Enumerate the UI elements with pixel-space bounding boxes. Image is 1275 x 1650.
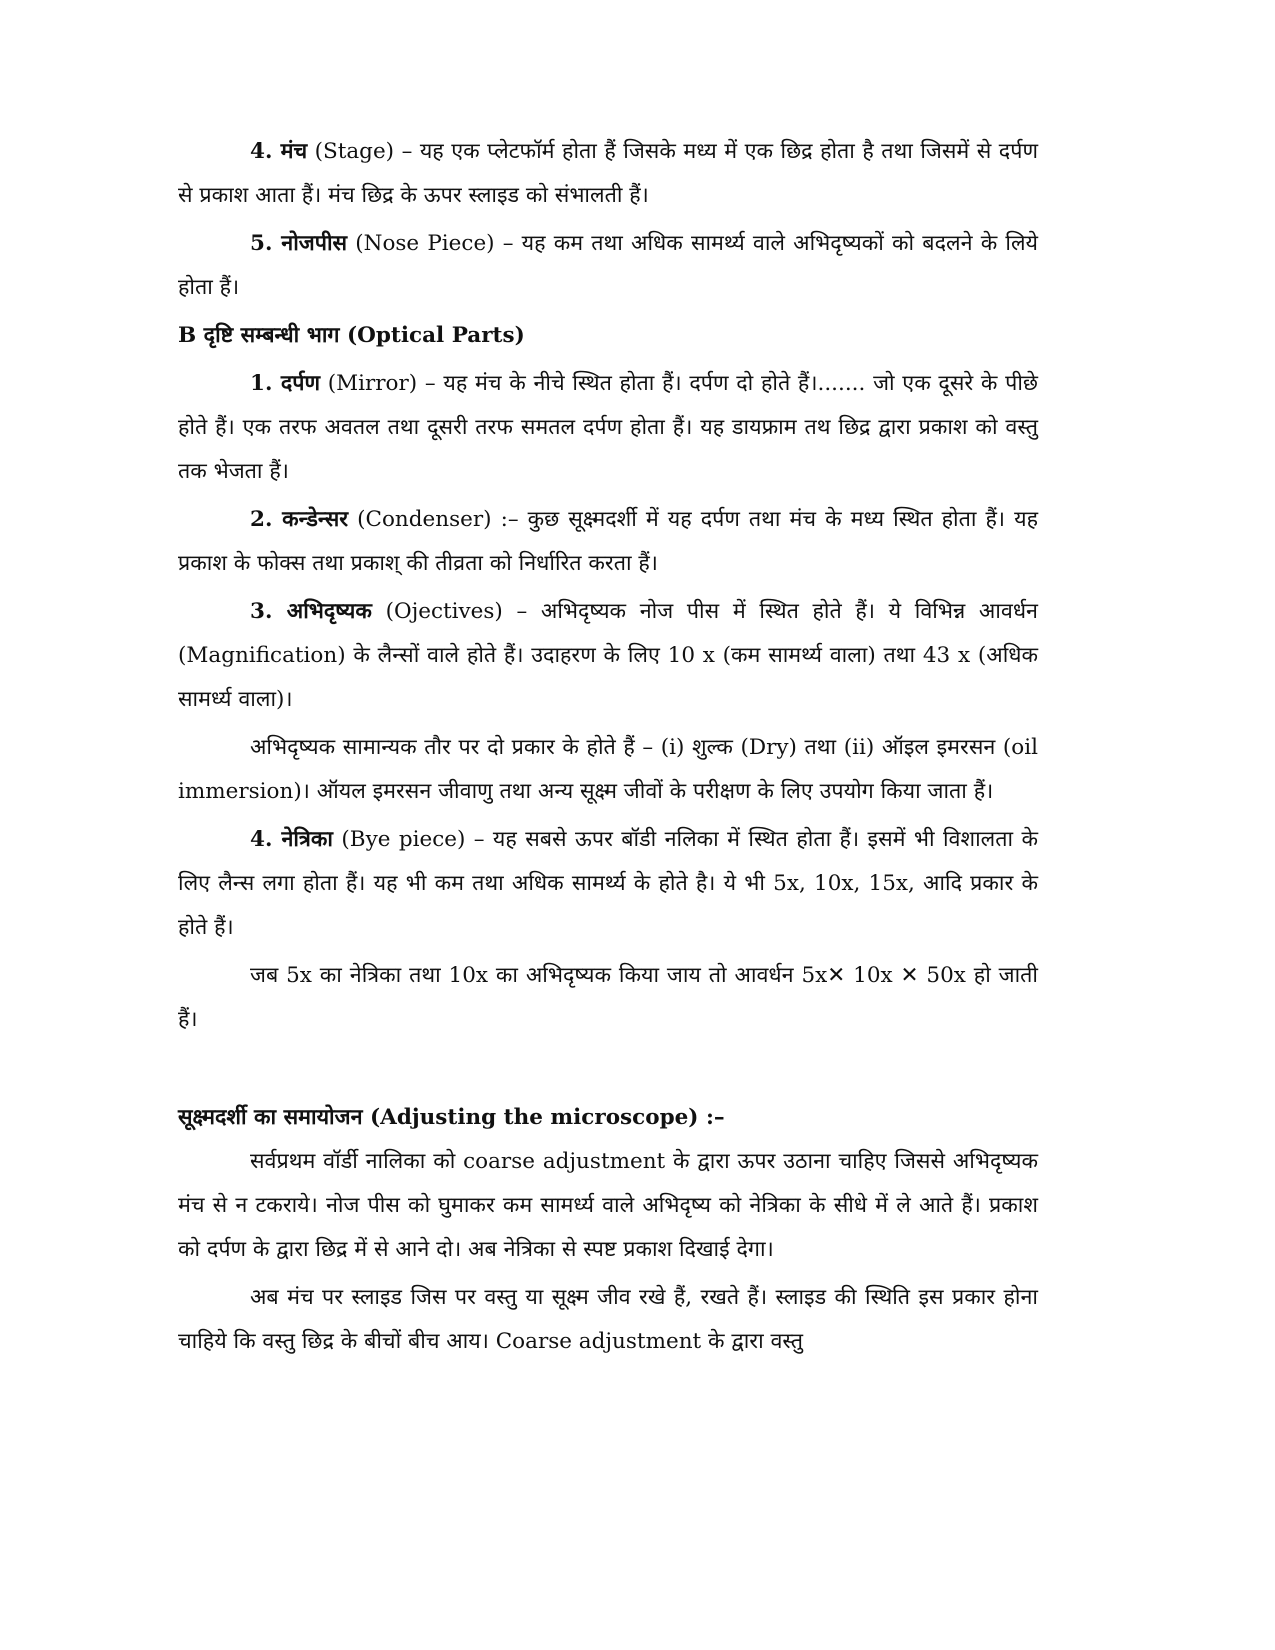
item-text: (Ojectives) – अभिदृष्यक नोज पीस में स्थित होते हैं। ये विभिन्न आवर्धन (Magnification) के लैन्सों वाले होते हैं। उदाहरण के लिए 10 x (कम सामर्थ्य वाला) तथा 43 x (अधिक सामर्ध्य वाला)। <box>178 599 1038 712</box>
paragraph-nose-piece <box>178 222 1038 310</box>
item-text: (Mirror) – यह मंच के नीचे स्थित होता हैं। दर्पण दो होते हैं।....... जो एक दूसरे के पीछे होते हैं। एक तरफ अवतल तथा दूसरी तरफ समतल दर्पण होता हैं। यह डायफ्राम तथ छिद्र द्वारा प्रकाश को वस्तु तक भेजता हैं। <box>178 371 1038 484</box>
paragraph-objective-types: अभिदृष्यक सामान्यक तौर पर दो प्रकार के होते हैं – (i) शुल्क (Dry) तथा (ii) ऑइल इमरसन (oil immersion)। ऑयल इमरसन जीवाणु तथा अन्य सूक्ष्म जीवों के परीक्षण के लिए उपयोग किया जाता हैं। <box>178 735 1038 804</box>
item-text: (Nose Piece) – यह कम तथा अधिक सामर्थ्य वाले अभिदृष्यकों को बदलने के लिये होता हैं। <box>178 231 1039 300</box>
item-label: 4. नेत्रिका <box>250 827 333 852</box>
item-text: (Stage) – यह एक प्लेटफॉर्म होता हैं जिसके मध्य में एक छिद्र होता है तथा जिसमें से दर्पण से प्रकाश आता हैं। मंच छिद्र के ऊपर स्लाइड को संभालती हैं। <box>178 139 1038 208</box>
paragraph-adjusting-step-1: सर्वप्रथम वॉर्डी नालिका को coarse adjustment के द्वारा ऊपर उठाना चाहिए जिससे अभिदृष्यक मंच से न टकराये। नोज पीस को घुमाकर कम सामर्ध्य वाले अभिदृष्य को नेत्रिका के सीधे में ले आते हैं। प्रकाश को दर्पण के द्वारा छिद्र में से आने दो। अब नेत्रिका से स्पष्ट प्रकाश दिखाई देगा। <box>178 1149 1038 1262</box>
item-label: 3. अभिदृष्यक <box>250 599 372 624</box>
item-text: (Bye piece) – यह सबसे ऊपर बॉडी नलिका में स्थित होता हैं। इसमें भी विशालता के लिए लैन्स लगा होता हैं। यह भी कम तथा अधिक सामर्थ्य के होते है। ये भी 5x, 10x, 15x, आदि प्रकार के होते हैं। <box>178 827 1039 940</box>
document-page <box>178 130 1038 1364</box>
paragraph-eye-piece <box>178 818 1038 950</box>
paragraph-magnification: जब 5x का नेत्रिका तथा 10x का अभिदृष्यक किया जाय तो आवर्धन 5x✕ 10x ✕ 50x हो जाती हैं। <box>178 963 1038 1032</box>
paragraph-adjusting-step-2: अब मंच पर स्लाइड जिस पर वस्तु या सूक्ष्म जीव रखे हैं, रखते हैं। स्लाइड की स्थिति इस प्रकार होना चाहिये कि वस्तु छिद्र के बीचों बीच आय। Coarse adjustment के द्वारा वस्तु <box>178 1285 1038 1354</box>
paragraph-condenser <box>178 498 1038 586</box>
item-text: (Condenser) :– कुछ सूक्ष्मदर्शी में यह दर्पण तथा मंच के मध्य स्थित होता हैं। यह प्रकाश के फोक्स तथा प्रकाश् की तीव्रता को निर्धारित करता हैं। <box>178 507 1038 576</box>
item-label: 5. नोजपीस <box>250 231 348 256</box>
paragraph-objectives <box>178 590 1038 722</box>
paragraph-mirror <box>178 362 1038 494</box>
item-label: 4. मंच <box>250 139 308 164</box>
section-heading-adjusting: सूक्ष्मदर्शी का समायोजन (Adjusting the microscope) :– <box>178 1105 725 1130</box>
paragraph-stage <box>178 130 1038 218</box>
item-label: 1. दर्पण <box>250 371 320 396</box>
item-label: 2. कन्डेन्सर <box>250 507 349 532</box>
section-heading-optical-parts: B दृष्टि सम्बन्धी भाग (Optical Parts) <box>178 323 525 348</box>
